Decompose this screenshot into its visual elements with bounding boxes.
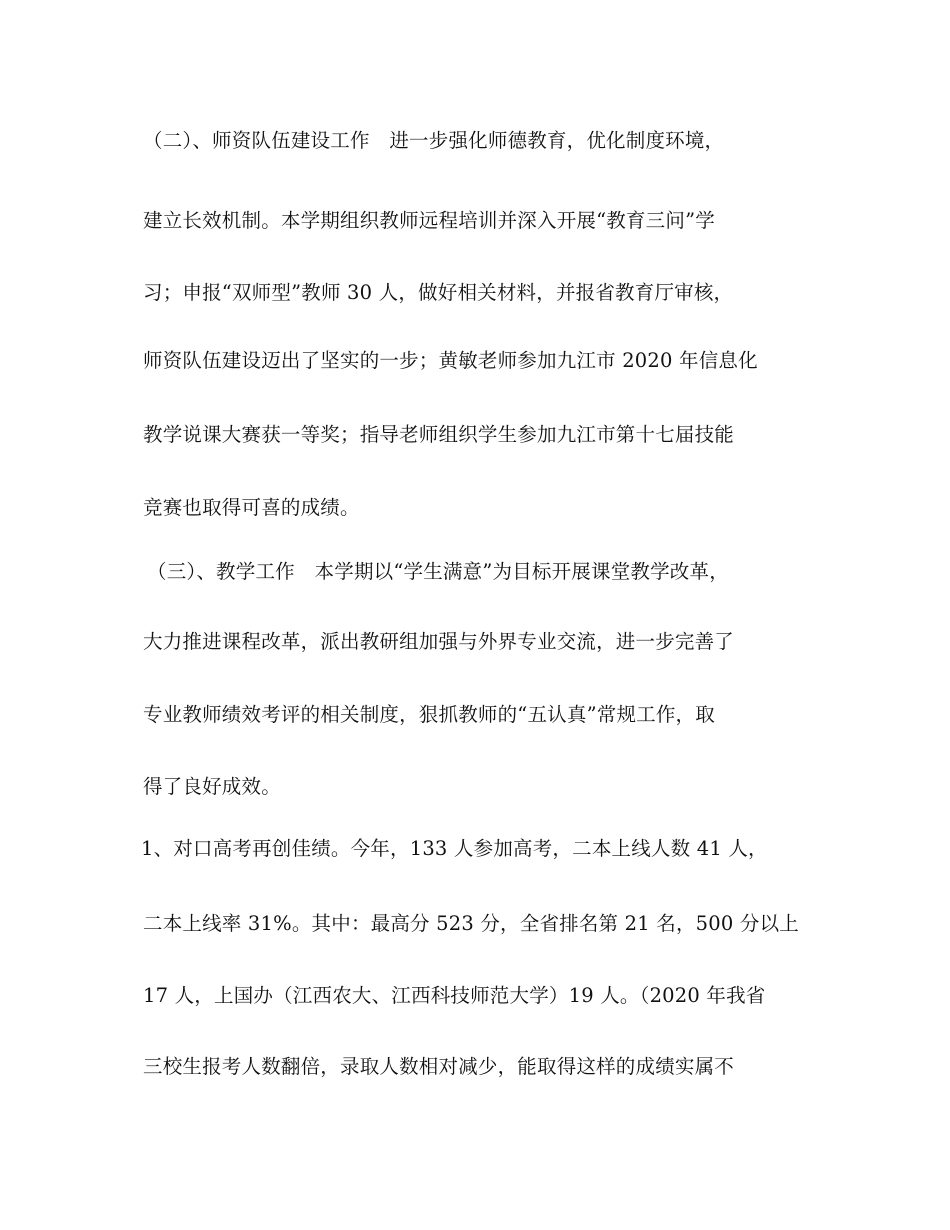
paragraph-line-8: 大力推进课程改革，派出教研组加强与外界专业交流，进一步完善了 xyxy=(143,630,735,653)
paragraph-line-5: 教学说课大赛获一等奖；指导老师组织学生参加九江市第十七届技能 xyxy=(143,423,735,446)
paragraph-line-3: 习；申报“双师型”教师 30 人，做好相关材料，并报省教育厅审核， xyxy=(143,281,734,304)
paragraph-line-9: 专业教师绩效考评的相关制度，狠抓教师的“五认真”常规工作，取 xyxy=(143,703,715,726)
paragraph-line-4: 师资队伍建设迈出了坚实的一步；黄敏老师参加九江市 2020 年信息化 xyxy=(143,349,758,372)
paragraph-line-2: 建立长效机制。本学期组织教师远程培训并深入开展“教育三问”学 xyxy=(143,209,715,232)
paragraph-line-14: 三校生报考人数翻倍，录取人数相对减少，能取得这样的成绩实属不 xyxy=(143,1055,735,1078)
paragraph-line-11: 1、对口高考再创佳绩。今年，133 人参加高考，二本上线人数 41 人， xyxy=(141,837,768,860)
paragraph-line-1: （二）、师资队伍建设工作 进一步强化师德教育，优化制度环境， xyxy=(143,129,725,152)
paragraph-line-12: 二本上线率 31%。其中：最高分 523 分，全省排名第 21 名，500 分以上 xyxy=(143,912,799,935)
paragraph-line-7: （三）、教学工作 本学期以“学生满意”为目标开展课堂教学改革， xyxy=(147,560,729,583)
paragraph-line-13: 17 人，上国办（江西农大、江西科技师范大学）19 人。（2020 年我省 xyxy=(143,984,766,1007)
paragraph-line-6: 竞赛也取得可喜的成绩。 xyxy=(143,496,360,519)
paragraph-line-10: 得了良好成效。 xyxy=(143,775,281,798)
